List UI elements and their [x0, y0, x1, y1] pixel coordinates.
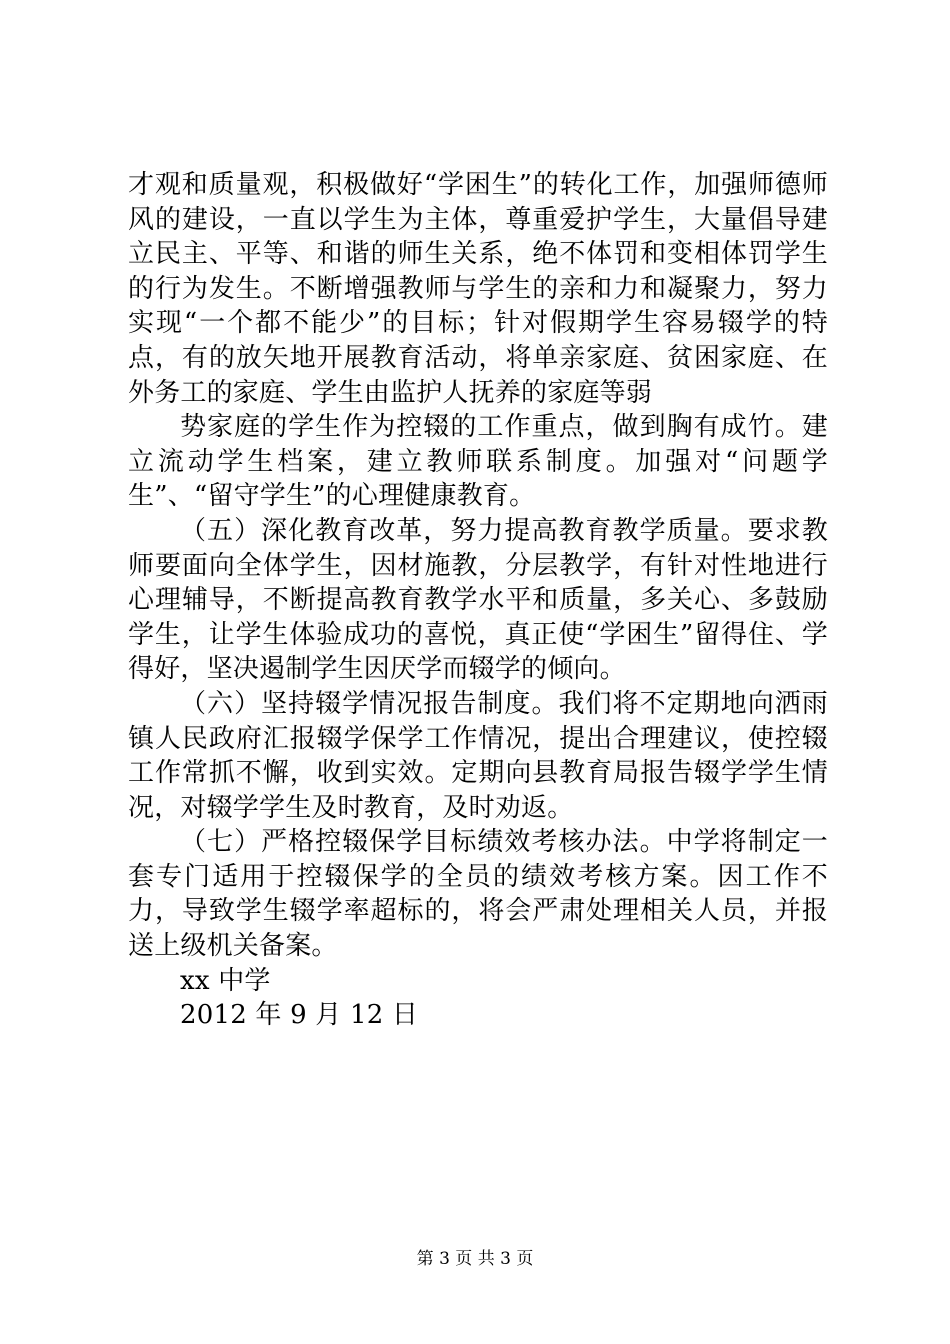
- paragraph-1: 才观和质量观，积极做好“学困生”的转化工作，加强师德师风的建设，一直以学生为主体，尊重爱护学生，大量倡导建立民主、平等、和谐的师生关系，绝不体罚和变相体罚学生的行为发生。不断增强教师与学生的亲和力和凝聚力，努力实现“一个都不能少”的目标；针对假期学生容易辍学的特点，有的放矢地开展教育活动，将单亲家庭、贫困家庭、在外务工的家庭、学生由监护人抚养的家庭等弱: [128, 170, 828, 408]
- paragraph-2: 势家庭的学生作为控辍的工作重点，做到胸有成竹。建立流动学生档案，建立教师联系制度。加强对“问题学生”、“留守学生”的心理健康教育。: [128, 412, 828, 512]
- paragraph-5: （七）严格控辍保学目标绩效考核办法。中学将制定一套专门适用于控辍保学的全员的绩效考核方案。因工作不力，导致学生辍学率超标的，将会严肃处理相关人员，并报送上级机关备案。: [128, 827, 828, 962]
- document-body: [128, 168, 828, 1033]
- signature-org: xx 中学: [180, 965, 271, 996]
- paragraph-3: （五）深化教育改革，努力提高教育教学质量。要求教师要面向全体学生，因材施教，分层教学，有针对性地进行心理辅导，不断提高教育教学水平和质量，多关心、多鼓励学生，让学生体验成功的喜悦，真正使“学困生”留得住、学得好，坚决遏制学生因厌学而辍学的倾向。: [128, 515, 828, 685]
- signature-date: 2012 年 9 月 12 日: [180, 1000, 419, 1031]
- page-footer: 第 3 页 共 3 页: [416, 1249, 534, 1269]
- paragraph-4: （六）坚持辍学情况报告制度。我们将不定期地向洒雨镇人民政府汇报辍学保学工作情况，提出合理建议，使控辍工作常抓不懈，收到实效。定期向县教育局报告辍学学生情况，对辍学学生及时教育，及时劝返。: [128, 688, 828, 823]
